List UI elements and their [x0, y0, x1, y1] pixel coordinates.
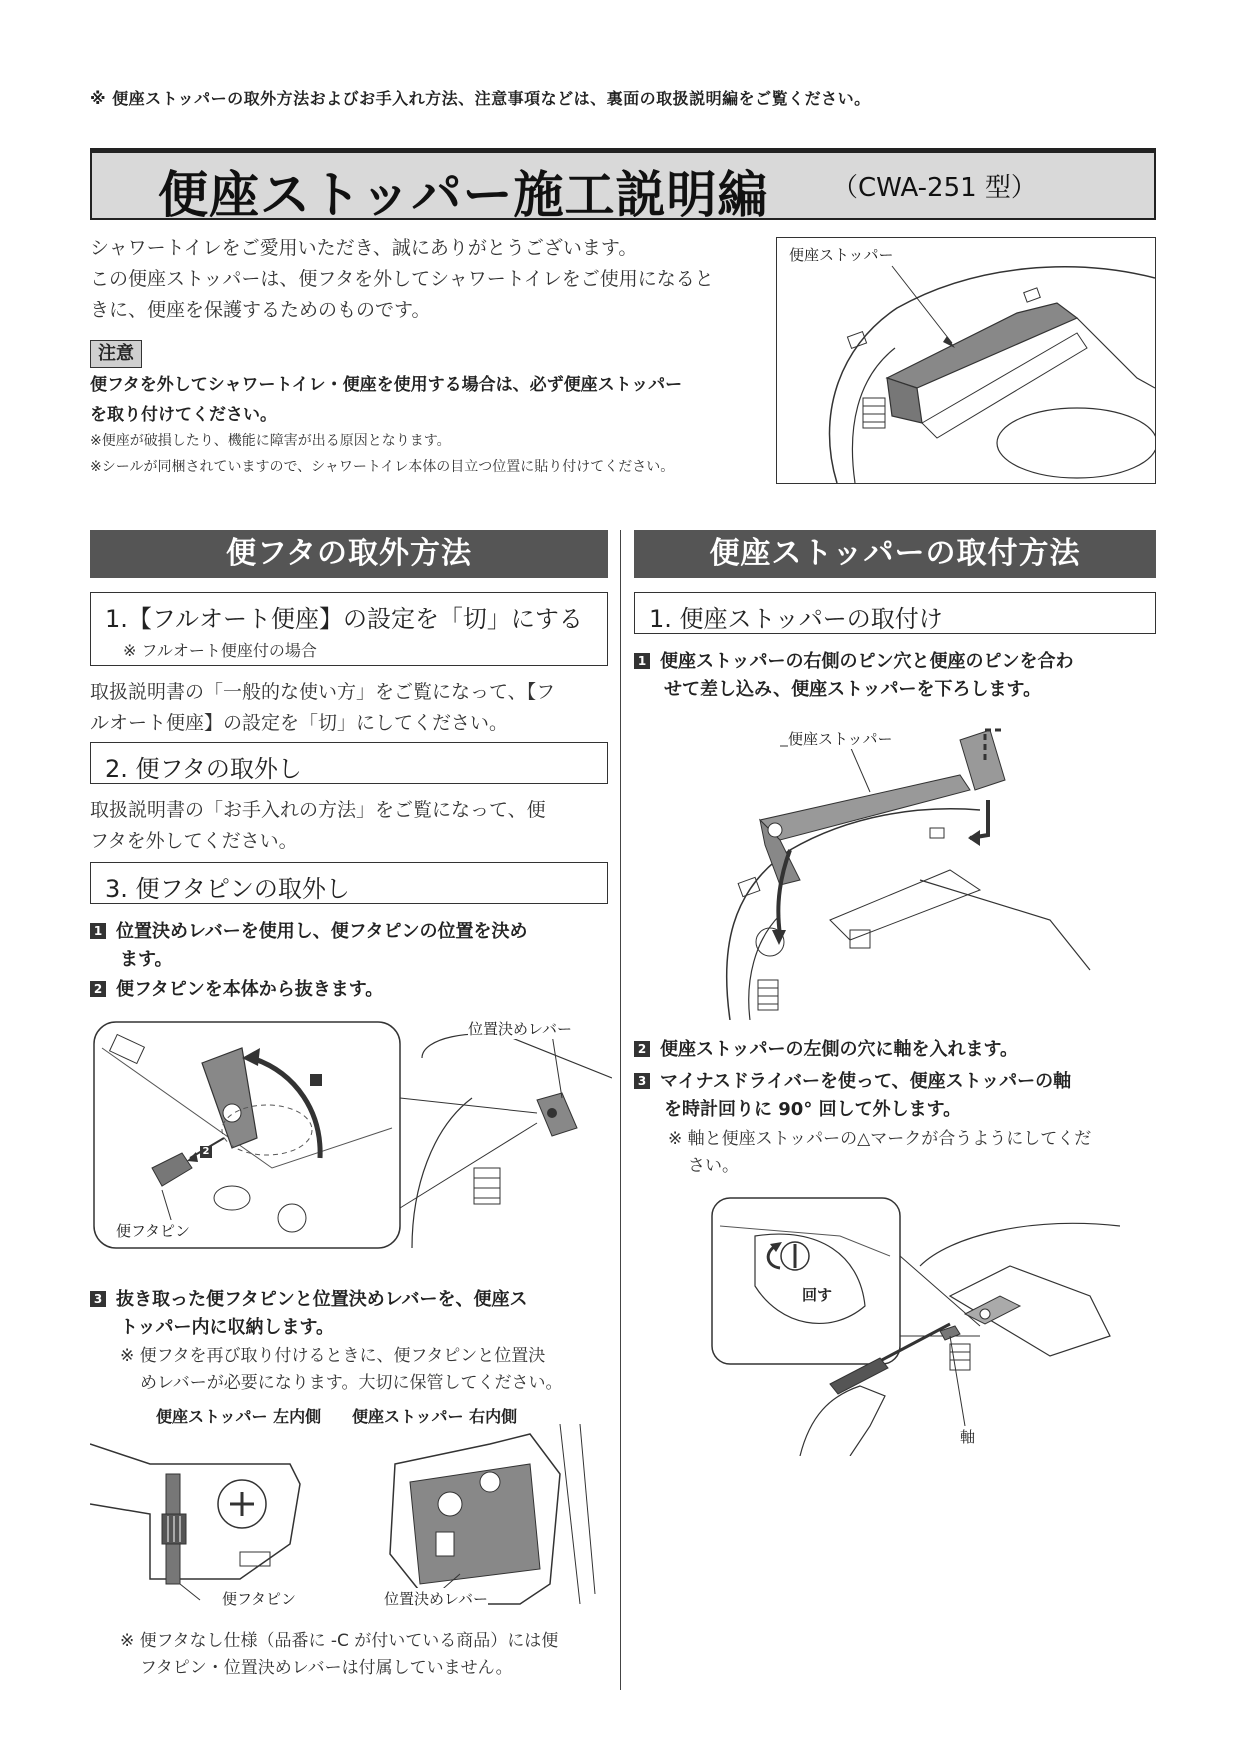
item-text: 便座ストッパーの左側の穴に軸を入れます。: [660, 1039, 1019, 1060]
text-line: ルオート便座】の設定を「切」にしてください。: [90, 712, 509, 734]
label-lid-pin: 便フタピン: [116, 1222, 190, 1240]
label-seat-stopper: 便座ストッパー: [788, 730, 893, 748]
step-subnote: ※ フルオート便座付の場合: [123, 641, 317, 660]
note-line: さい。: [688, 1156, 739, 1176]
label-lid-pin: 便フタピン: [222, 1590, 296, 1608]
text-line: 取扱説明書の「お手入れの方法」をご覧になって、便: [90, 799, 546, 821]
item-text: 位置決めレバーを使用し、便フタピンの位置を決め: [116, 921, 528, 942]
column-divider: [620, 530, 621, 1690]
step-title: 1.【フルオート便座】の設定を「切」にする: [105, 605, 583, 633]
note-line: ※ 便フタを再び取り付けるときに、便フタピンと位置決: [120, 1346, 546, 1366]
step-3-note: [120, 1343, 620, 1397]
item-text: を時計回りに 90° 回して外します。: [664, 1099, 962, 1120]
step-3-box: [90, 862, 608, 904]
item-text: 抜き取った便フタピンと位置決めレバーを、便座ス: [116, 1289, 528, 1310]
step-title: 3. 便フタピンの取外し: [105, 875, 350, 903]
caution-tag: 注意: [90, 340, 142, 368]
figure-number-2: 2: [202, 1146, 210, 1157]
top-figure: [776, 237, 1156, 484]
intro-line: シャワートイレをご愛用いただき、誠にありがとうございます。: [90, 237, 638, 259]
caution-note: ※便座が破損したり、機能に障害が出る原因となります。: [90, 433, 451, 449]
number-badge: 2: [634, 1041, 650, 1057]
note-line: めレバーが必要になります。大切に保管してください。: [140, 1373, 563, 1393]
text-line: 取扱説明書の「一般的な使い方」をご覧になって、【フ: [90, 681, 556, 703]
right-item-1: [634, 648, 1156, 704]
item-text: せて差し込み、便座ストッパーを下ろします。: [664, 679, 1042, 700]
fig-left-title: 便座ストッパー 左内側: [156, 1407, 322, 1426]
step-2-text: [90, 795, 610, 857]
step-title: 1. 便座ストッパーの取付け: [649, 605, 943, 633]
item-text: 便フタピンを本体から抜きます。: [116, 979, 384, 1000]
caution-line: を取り付けてください。: [90, 405, 277, 425]
label-shaft: 軸: [960, 1428, 976, 1446]
right-note: [668, 1126, 1158, 1180]
stopper-inside-illustration: [90, 1404, 610, 1620]
stopper-inside-figure: [90, 1404, 610, 1620]
step-2-box: [90, 742, 608, 784]
caution-notes: [90, 428, 780, 480]
toilet-stopper-illustration: [777, 238, 1155, 483]
item-text: 便座ストッパーの右側のピン穴と便座のピンを合わ: [660, 651, 1074, 672]
page-title: 便座ストッパー施工説明編: [158, 166, 769, 224]
pin-removal-figure: [92, 1018, 612, 1252]
note-line: フタピン・位置決めレバーは付属していません。: [140, 1658, 513, 1678]
note-line: ※ 軸と便座ストッパーの△マークが合うようにしてくだ: [668, 1129, 1092, 1149]
number-badge: 2: [90, 981, 106, 997]
figure-number-1: 1: [322, 1074, 330, 1085]
screwdriver-figure: [710, 1196, 1120, 1456]
pin-removal-illustration: [92, 1018, 612, 1252]
text-line: フタを外してください。: [90, 830, 298, 852]
intro-line: この便座ストッパーは、便フタを外してシャワートイレをご使用になると: [90, 268, 714, 290]
number-badge: 3: [90, 1291, 106, 1307]
label-positioning-lever: 位置決めレバー: [468, 1020, 572, 1038]
fig-right-title: 便座ストッパー 右内側: [352, 1407, 518, 1426]
step-title: 2. 便フタの取外し: [105, 755, 302, 783]
step-3-item-1: [90, 918, 610, 974]
caution-line: 便フタを外してシャワートイレ・便座を使用する場合は、必ず便座ストッパー: [90, 375, 683, 395]
step-1-text: [90, 677, 610, 739]
intro-line: きに、便座を保護するためのものです。: [90, 299, 431, 321]
number-badge: 1: [90, 923, 106, 939]
right-step-1-box: [634, 592, 1156, 634]
item-text: トッパー内に収納します。: [120, 1317, 335, 1338]
bottom-note: [120, 1628, 620, 1682]
section-header-stopper-install: 便座ストッパーの取付方法: [634, 530, 1156, 578]
item-text: マイナスドライバーを使って、便座ストッパーの軸: [660, 1071, 1072, 1092]
item-text: ます。: [120, 949, 173, 970]
label-turn: 回す: [802, 1286, 833, 1304]
stopper-install-illustration: [720, 720, 1100, 1020]
note-line: ※ 便フタなし仕様（品番に -C が付いている商品）には便: [120, 1631, 559, 1651]
step-1-box: [90, 592, 608, 666]
right-item-3: [634, 1068, 1156, 1124]
number-badge: 3: [634, 1073, 650, 1089]
figure-label: 便座ストッパー: [789, 246, 894, 264]
top-note: ※ 便座ストッパーの取外方法およびお手入れ方法、注意事項などは、裏面の取扱説明編をご覧ください。: [90, 89, 871, 108]
section-header-lid-removal: 便フタの取外方法: [90, 530, 608, 578]
caution-note: ※シールが同梱されていますので、シャワートイレ本体の目立つ位置に貼り付けてください。: [90, 459, 675, 475]
screwdriver-illustration: [710, 1196, 1120, 1456]
label-positioning-lever: 位置決めレバー: [384, 1590, 488, 1608]
model-number: （CWA-251 型）: [832, 173, 1037, 203]
stopper-install-figure: [720, 720, 1100, 1020]
title-bar: [90, 148, 1156, 224]
intro-text: [90, 233, 760, 326]
caution-text: [90, 370, 770, 430]
step-3-item-2: [90, 976, 610, 1004]
right-item-2: [634, 1036, 1156, 1064]
step-3-item-3: [90, 1286, 610, 1342]
number-badge: 1: [634, 653, 650, 669]
